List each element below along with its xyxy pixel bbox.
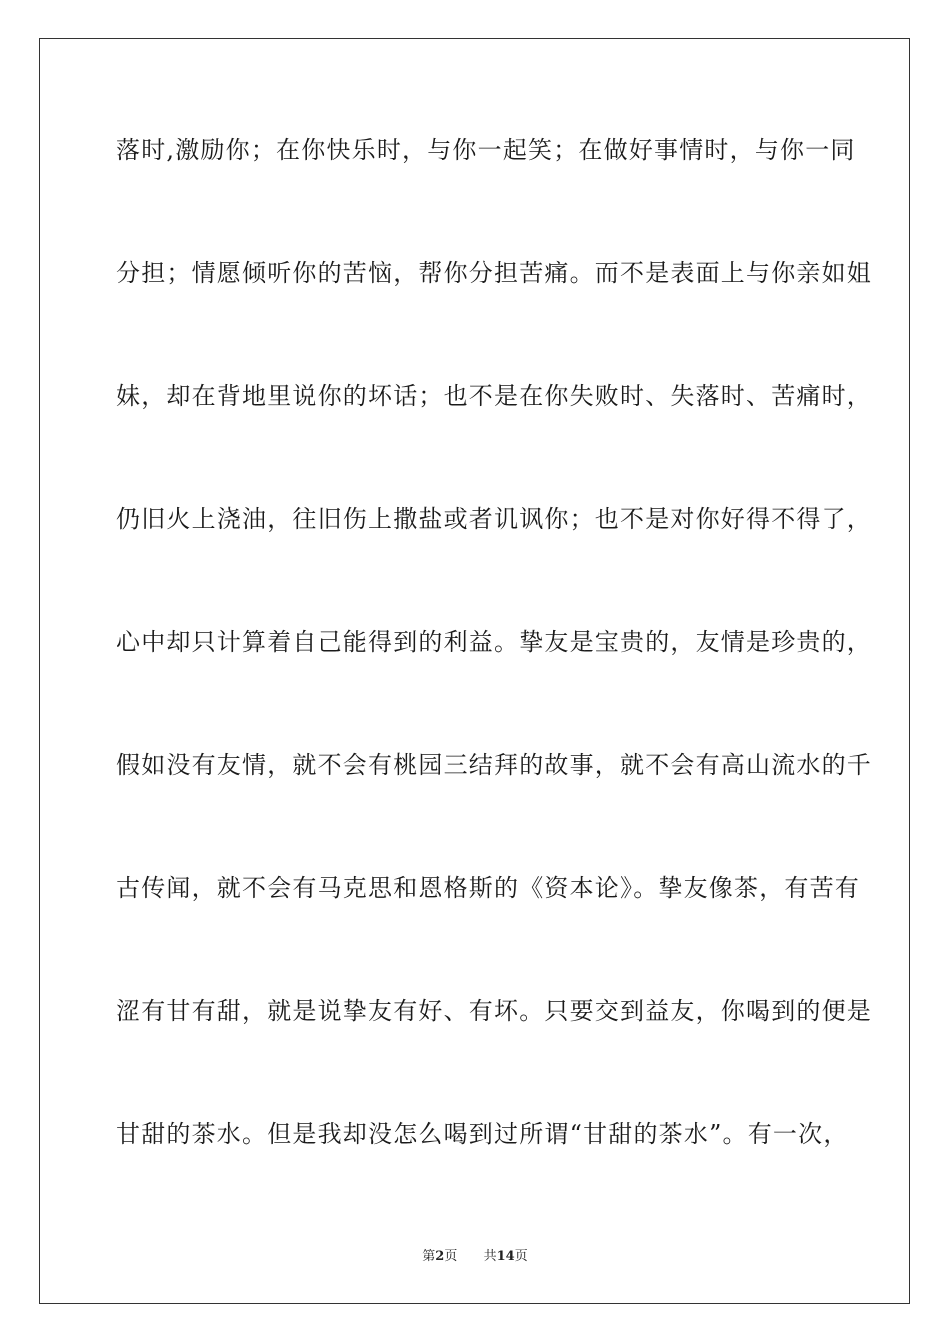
body-line-7: 古传闻，就不会有马克思和恩格斯的《资本论》。挚友像茶，有苦有 xyxy=(116,874,860,902)
page-border xyxy=(39,38,910,1304)
body-line-3: 妹，却在背地里说你的坏话；也不是在你失败时、失落时、苦痛时， xyxy=(116,382,872,410)
body-line-1: 落时,激励你；在你快乐时，与你一起笑；在做好事情时，与你一同 xyxy=(116,136,856,164)
body-line-4: 仍旧火上浇油，往旧伤上撒盐或者讥讽你；也不是对你好得不得了， xyxy=(116,505,872,533)
page-prefix: 第 xyxy=(422,1249,436,1264)
page-total xyxy=(484,1249,528,1264)
page-footer xyxy=(0,1248,950,1266)
total-prefix: 共 xyxy=(483,1249,497,1264)
total-page-number: 14 xyxy=(496,1249,515,1264)
body-line-9: 甘甜的茶水。但是我却没怎么喝到过所谓“甘甜的茶水”。有一次， xyxy=(116,1120,849,1148)
current-page-number: 2 xyxy=(435,1249,445,1264)
total-suffix: 页 xyxy=(514,1249,528,1264)
body-line-5: 心中却只计算着自己能得到的利益。挚友是宝贵的，友情是珍贵的， xyxy=(116,628,872,656)
body-line-2: 分担；情愿倾听你的苦恼，帮你分担苦痛。而不是表面上与你亲如姐 xyxy=(116,259,872,287)
body-line-8: 涩有甘有甜，就是说挚友有好、有坏。只要交到益友，你喝到的便是 xyxy=(116,997,872,1025)
page-number xyxy=(422,1249,461,1264)
body-line-6: 假如没有友情，就不会有桃园三结拜的故事，就不会有高山流水的千 xyxy=(116,751,872,779)
page-suffix: 页 xyxy=(444,1249,458,1264)
